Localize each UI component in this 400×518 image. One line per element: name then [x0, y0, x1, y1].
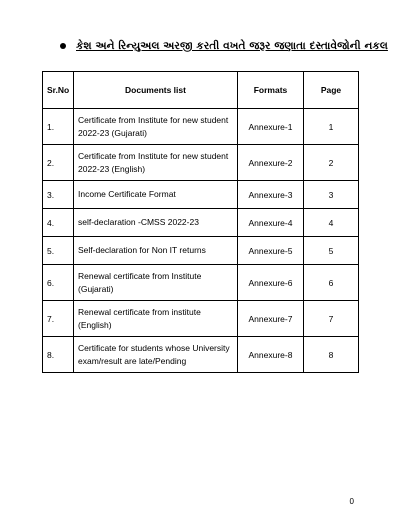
- row-page: 7: [304, 301, 359, 337]
- documents-table: [42, 71, 359, 373]
- table-row: [43, 301, 359, 337]
- row-format: Annexure-5: [238, 237, 304, 265]
- row-document: Certificate from Institute for new student 2022-23 (English): [74, 145, 238, 181]
- row-document: Renewal certificate from Institute (Gujarati): [74, 265, 238, 301]
- row-document: Renewal certificate from institute (English): [74, 301, 238, 337]
- row-srno: 8.: [43, 337, 74, 373]
- row-format: Annexure-1: [238, 109, 304, 145]
- header-page: Page: [304, 72, 359, 109]
- row-format: Annexure-8: [238, 337, 304, 373]
- table-row: [43, 265, 359, 301]
- table-row: [43, 181, 359, 209]
- table-header-row: [43, 72, 359, 109]
- row-srno: 2.: [43, 145, 74, 181]
- row-format: Annexure-4: [238, 209, 304, 237]
- row-format: Annexure-6: [238, 265, 304, 301]
- row-document: Certificate for students whose University exam/result are late/Pending: [74, 337, 238, 373]
- heading-text: કેશ અને રિન્યુઅલ અરજી કરતી વખતે જરૂર જણાતા દસ્તાવેજોની નકલ: [76, 39, 388, 52]
- table-row: [43, 109, 359, 145]
- row-document: Self-declaration for Non IT returns: [74, 237, 238, 265]
- header-formats: Formats: [238, 72, 304, 109]
- header-srno: Sr.No: [43, 72, 74, 109]
- row-page: 2: [304, 145, 359, 181]
- table-row: [43, 337, 359, 373]
- table-row: [43, 209, 359, 237]
- row-page: 5: [304, 237, 359, 265]
- row-page: 8: [304, 337, 359, 373]
- row-page: 6: [304, 265, 359, 301]
- row-page: 3: [304, 181, 359, 209]
- row-format: Annexure-7: [238, 301, 304, 337]
- bullet-icon: [60, 43, 66, 49]
- row-page: 4: [304, 209, 359, 237]
- section-heading: [60, 36, 388, 56]
- row-srno: 5.: [43, 237, 74, 265]
- row-document: self-declaration -CMSS 2022-23: [74, 209, 238, 237]
- row-srno: 6.: [43, 265, 74, 301]
- row-format: Annexure-3: [238, 181, 304, 209]
- row-srno: 7.: [43, 301, 74, 337]
- row-document: Income Certificate Format: [74, 181, 238, 209]
- row-page: 1: [304, 109, 359, 145]
- header-documents: Documents list: [74, 72, 238, 109]
- table-row: [43, 237, 359, 265]
- row-document: Certificate from Institute for new student 2022-23 (Gujarati): [74, 109, 238, 145]
- row-srno: 4.: [43, 209, 74, 237]
- page-number: 0: [349, 497, 354, 506]
- table-row: [43, 145, 359, 181]
- row-format: Annexure-2: [238, 145, 304, 181]
- row-srno: 3.: [43, 181, 74, 209]
- row-srno: 1.: [43, 109, 74, 145]
